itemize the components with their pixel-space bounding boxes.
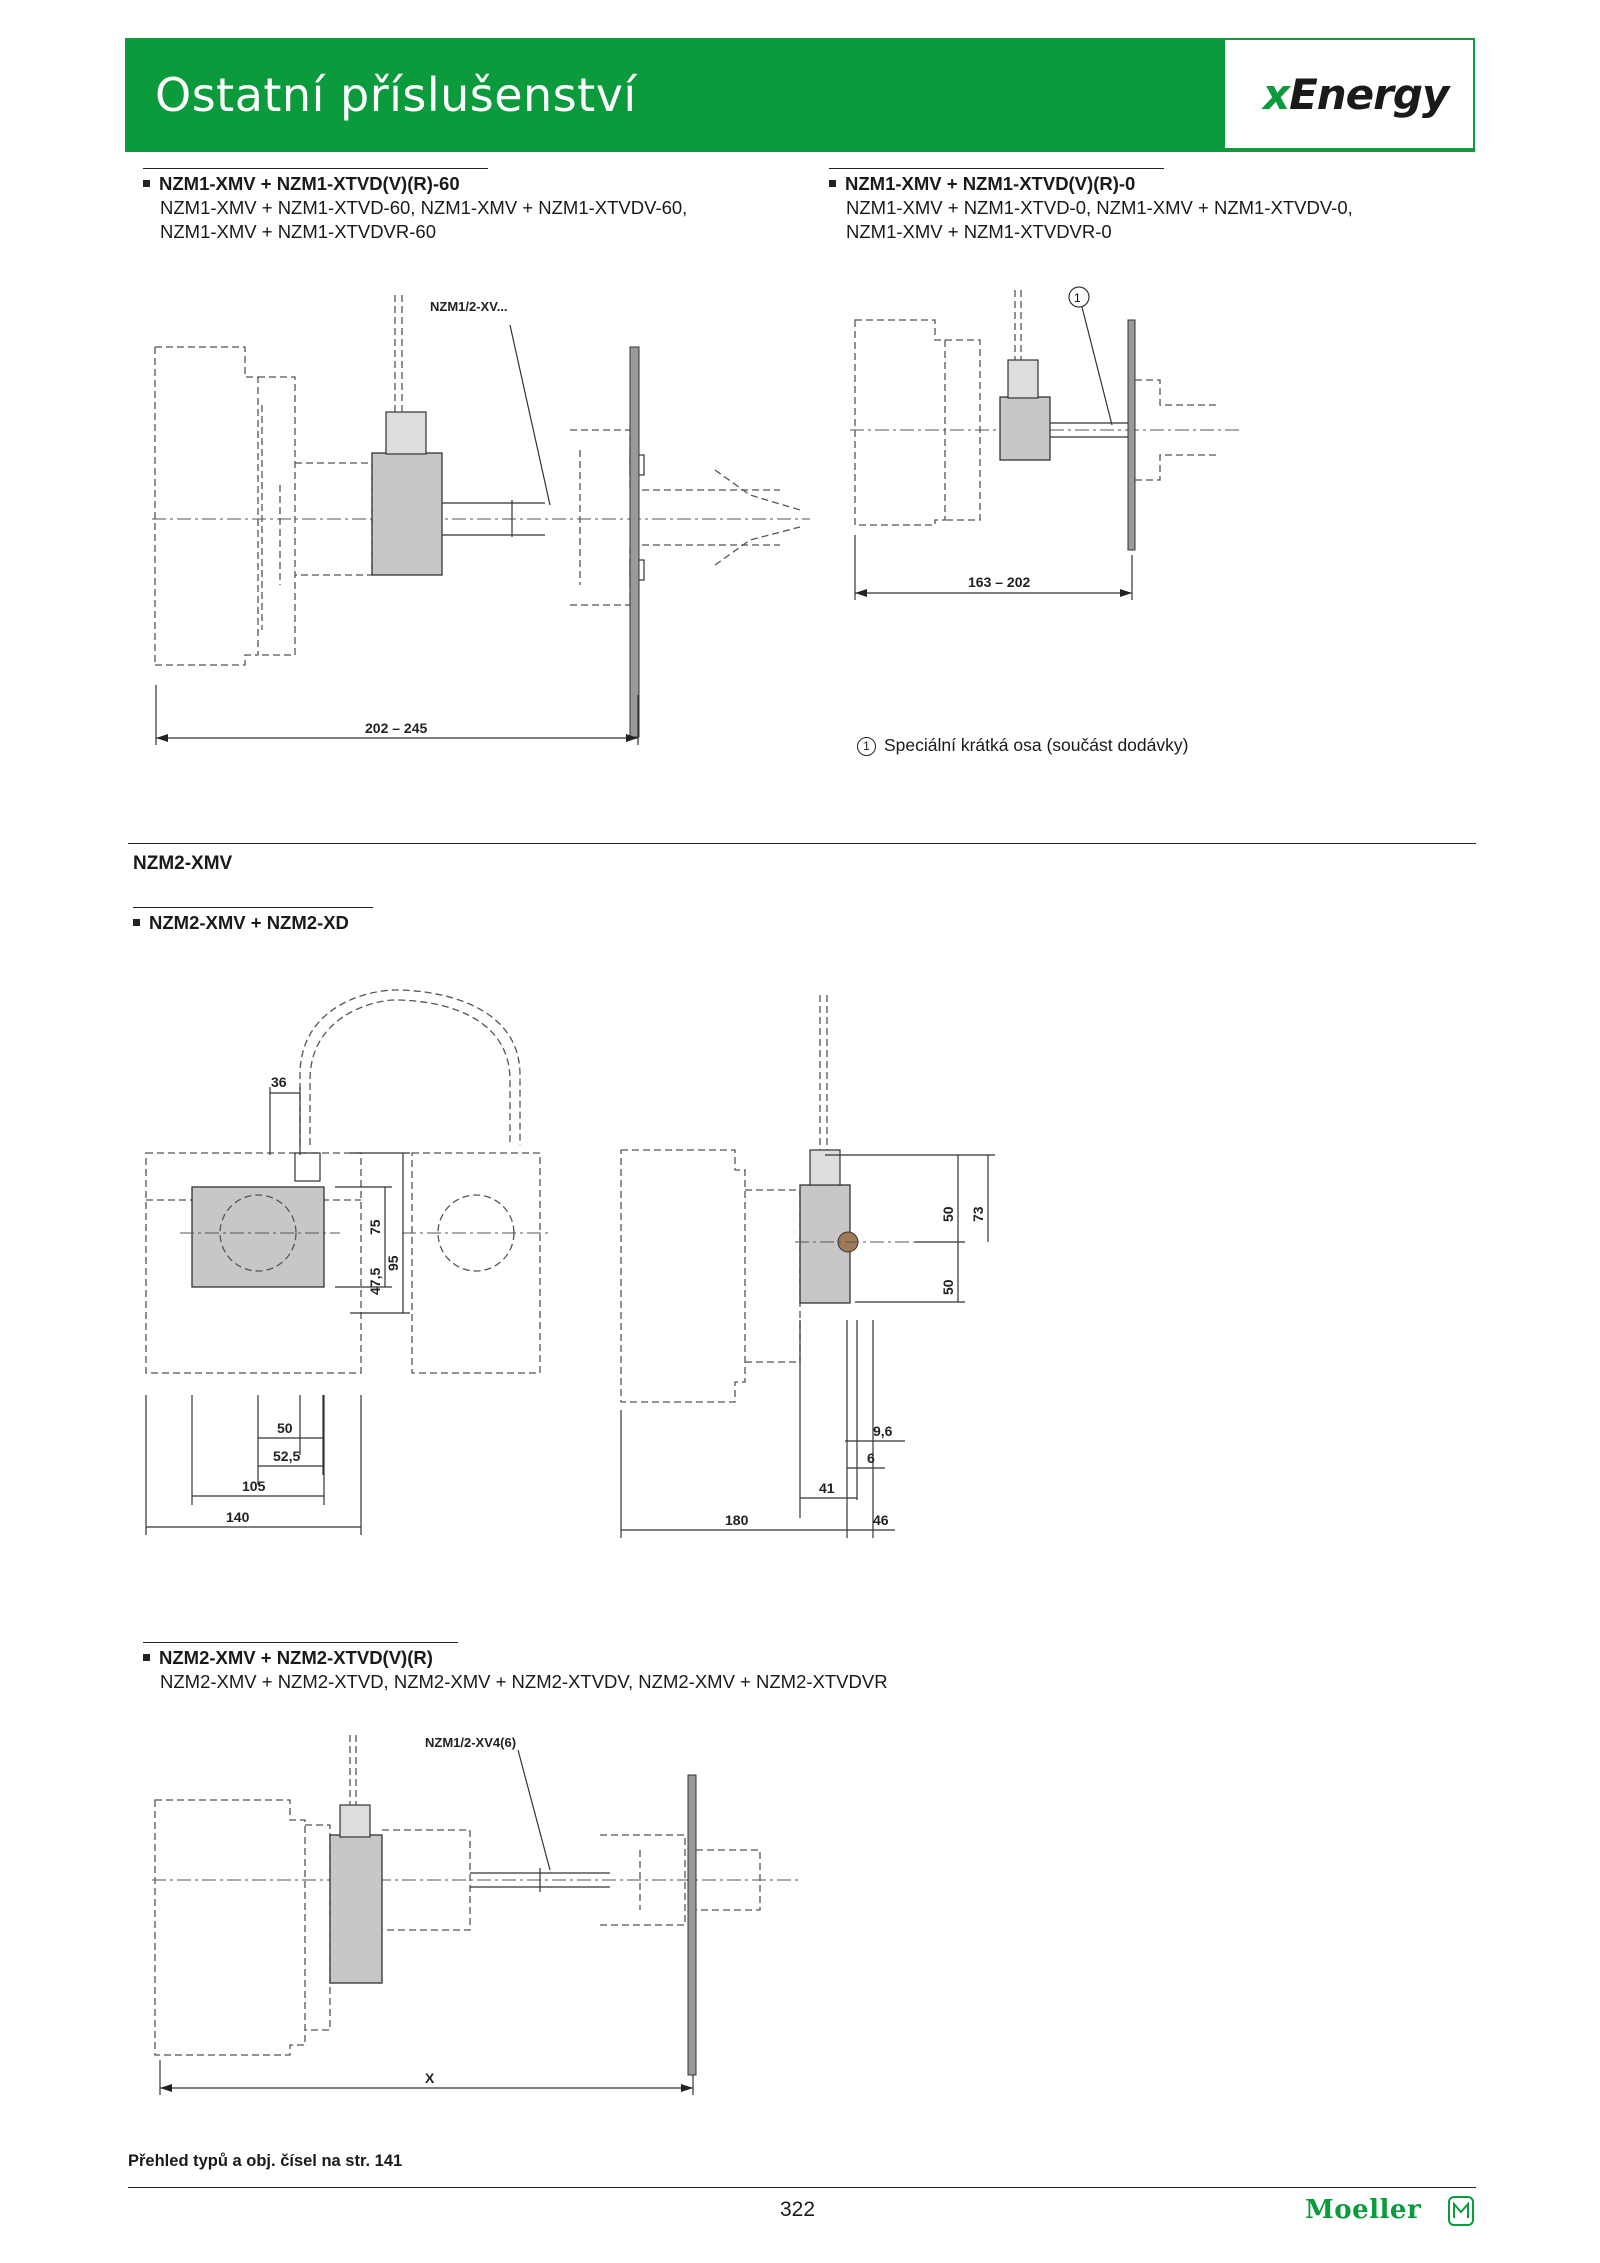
dimension-label: 9,6 (873, 1423, 893, 1439)
footnote-marker-icon: 1 (857, 737, 876, 756)
dimension-label: 36 (271, 1074, 287, 1090)
moeller-logo-text: Moeller (1305, 2195, 1422, 2225)
dimension-label: 180 (725, 1512, 749, 1528)
dimension-label: 140 (226, 1509, 250, 1525)
dimension-label: 202 – 245 (365, 720, 428, 736)
footer-reference: Přehled typů a obj. čísel na str. 141 (128, 2152, 403, 2170)
section-title: NZM1-XMV + NZM1-XTVD(V)(R)-60 (143, 172, 687, 196)
section-line: NZM1-XMV + NZM1-XTVD-60, NZM1-XMV + NZM1-XTVDV-60, (160, 197, 688, 218)
dimension-label: 50 (940, 1279, 956, 1295)
drawing-nzm2-xd-side (615, 990, 1035, 1550)
dimension-label: 41 (819, 1480, 835, 1496)
section-line: NZM2-XMV + NZM2-XTVD, NZM2-XMV + NZM2-XTVDV, NZM2-XMV + NZM2-XTVDVR (160, 1671, 888, 1692)
section-line: NZM1-XMV + NZM1-XTVDVR-0 (846, 221, 1112, 242)
drawing-nzm1-xtvd-60 (140, 285, 820, 755)
drawing-nzm2-xd-front (140, 975, 560, 1545)
dimension-label: 47,5 (367, 1267, 383, 1295)
dimension-label: 105 (242, 1478, 266, 1494)
dimension-label: 163 – 202 (968, 574, 1031, 590)
dimension-label: 75 (367, 1219, 383, 1235)
part-label: NZM1/2-XV... (430, 299, 508, 314)
section-title: NZM2-XMV + NZM2-XD (133, 911, 349, 935)
part-label: NZM1/2-XV4(6) (425, 1735, 517, 1750)
section-title: NZM2-XMV + NZM2-XTVD(V)(R) (143, 1646, 888, 1670)
footer-divider (128, 2187, 1476, 2188)
bullet-icon (133, 919, 140, 926)
page-title: Ostatní příslušenství (155, 68, 637, 122)
page-header-band (125, 38, 1475, 152)
dimension-label: 73 (970, 1206, 986, 1222)
section-title: NZM1-XMV + NZM1-XTVD(V)(R)-0 (829, 172, 1353, 196)
svg-text:1: 1 (1074, 291, 1081, 305)
section-line: NZM1-XMV + NZM1-XTVDVR-60 (160, 221, 436, 242)
subheading: NZM2-XMV (133, 853, 233, 874)
section-line: NZM1-XMV + NZM1-XTVD-0, NZM1-XMV + NZM1-XTVDV-0, (846, 197, 1353, 218)
bullet-icon (143, 1654, 150, 1661)
dimension-label: 52,5 (273, 1448, 301, 1464)
drawing-nzm2-xtvd (140, 1730, 820, 2110)
dimension-label: 46 (873, 1512, 889, 1528)
section-nzm1-xtvd-60 (143, 172, 687, 244)
section-nzm1-xtvd-0 (829, 172, 1353, 244)
dimension-label: 50 (940, 1206, 956, 1222)
moeller-emblem-icon (1448, 2196, 1474, 2226)
section-nzm2-xtvd (143, 1646, 888, 1694)
dimension-label: 50 (277, 1420, 293, 1436)
bullet-icon (143, 180, 150, 187)
divider (128, 843, 1476, 844)
dimension-label: X (425, 2070, 435, 2086)
footnote: 1 Speciální krátká osa (součást dodávky) (857, 735, 1188, 756)
page-number: 322 (780, 2198, 816, 2221)
dimension-label: 95 (385, 1255, 401, 1271)
dimension-label: 6 (867, 1450, 875, 1466)
brand-box (1225, 40, 1473, 148)
bullet-icon (829, 180, 836, 187)
xenergy-logo: xEnergy (1263, 70, 1449, 119)
drawing-nzm1-xtvd-0 (850, 285, 1250, 615)
section-nzm2-xd (133, 911, 349, 935)
